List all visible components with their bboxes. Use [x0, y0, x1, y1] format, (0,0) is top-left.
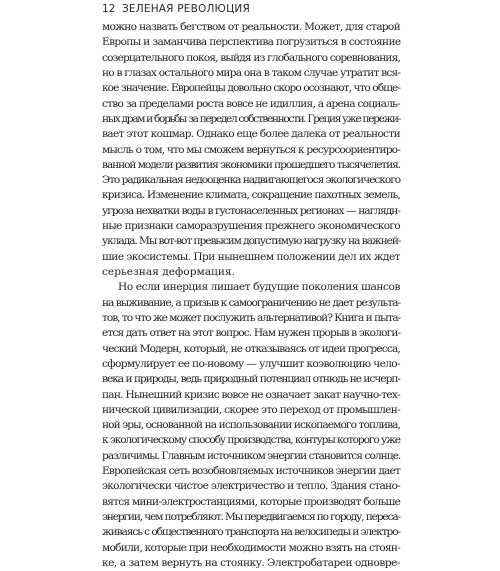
- text-line: но в глазах остального мира она в таком случае утратит вся-: [102, 66, 401, 79]
- text-line: Европейская сеть возобновляемых источников энергии дает: [102, 465, 401, 478]
- text-line: угроза нехватки воды в густонаселенных регионах — наглядн-: [102, 204, 400, 217]
- running-head: [102, 2, 250, 16]
- text-line: различимы. Главным источником энергии становится солнце.: [102, 449, 401, 462]
- text-line: сформулирует ее по-новому — улучшит коэволюцию чело-: [102, 357, 400, 370]
- text-line: ных драм и борьбы за передел собственности. Греция уже пережи-: [102, 112, 400, 125]
- text-line: века и природы, ведь природный потенциал отнюдь не исчерп-: [102, 373, 400, 386]
- text-line: шие экосистемы. При нынешнем положении дел их ждет: [102, 250, 400, 263]
- text-line: Европы и заманчива перспектива погрузиться в состояние: [102, 36, 401, 49]
- text-line: Но если инерция лишает будущие поколения шансов: [118, 281, 400, 294]
- text-line: ке, а затем вернуть на стоянку. Электробатареи одновре-: [102, 556, 400, 569]
- text-line: нической цивилизации, скорее это переход от промышлен-: [102, 403, 400, 416]
- text-line: можно назвать бегством от реальности. Может, для старой: [102, 21, 400, 33]
- text-line: к экологическому способу производства, контуры которого уже: [102, 434, 400, 447]
- text-line: ные признаки саморазрушения прежнего экономического: [102, 220, 400, 233]
- text-line: на выживание, а призыв к самоограничению не дает результа-: [102, 296, 400, 309]
- text-line: мысль о том, что мы сможем вернуться к ресурсоориентиро-: [102, 143, 400, 156]
- text-line: кризиса. Изменение климата, сокращение пахотных земель,: [102, 189, 400, 202]
- text-line: вятся мини-электростанциями, которые производят больше: [102, 495, 401, 508]
- text-line: энергии, чем потребляют. Мы передвигаемся по городу, переса-: [102, 511, 400, 523]
- text-line: экологически чистое электричество и тепло. Здания стано-: [102, 480, 401, 493]
- chapter-title: ЗЕЛЕНАЯ РЕВОЛЮЦИЯ: [122, 3, 250, 15]
- text-line: живаясь с общественного транспорта на велосипеды и электро-: [102, 526, 400, 539]
- body-text: [102, 20, 400, 571]
- text-line: вает этот кошмар. Однако еще более далека от реальности: [102, 128, 401, 141]
- text-line: мобили, которые при необходимости можно взять на стоян-: [102, 541, 400, 554]
- text-line: пан. Нынешний кризис вовсе не означает закат научно-тех-: [102, 388, 400, 401]
- text-line: тов, то что же может послужить альтернативой? Книга и пыта-: [102, 311, 401, 324]
- text-line: кое значение. Европейцы довольно скоро осознают, что обще-: [102, 82, 400, 95]
- text-line: ство за пределами роста вовсе не идиллия, а арена социаль-: [102, 97, 400, 110]
- text-line: Это радикальная недооценка надвигающегося экологического: [102, 174, 401, 187]
- text-line: ной эры, основанной на использовании ископаемого топлива,: [102, 419, 400, 432]
- text-line: ческий Модерн, который, не отказываясь от идеи прогресса,: [102, 342, 400, 355]
- page-number: 12: [102, 3, 116, 15]
- text-line: созерцательного покоя, выйдя из глобального соревнования,: [102, 51, 400, 64]
- text-line: уклада. Мы вот-вот превысим допустимую нагрузку на важней-: [102, 235, 401, 248]
- text-line: серьезная деформация.: [102, 266, 235, 278]
- text-line: ванной модели развития экономики прошедшего тысячелетия.: [102, 158, 400, 171]
- text-line: ется дать ответ на этот вопрос. Нам нужен прорыв в экологи-: [102, 327, 401, 340]
